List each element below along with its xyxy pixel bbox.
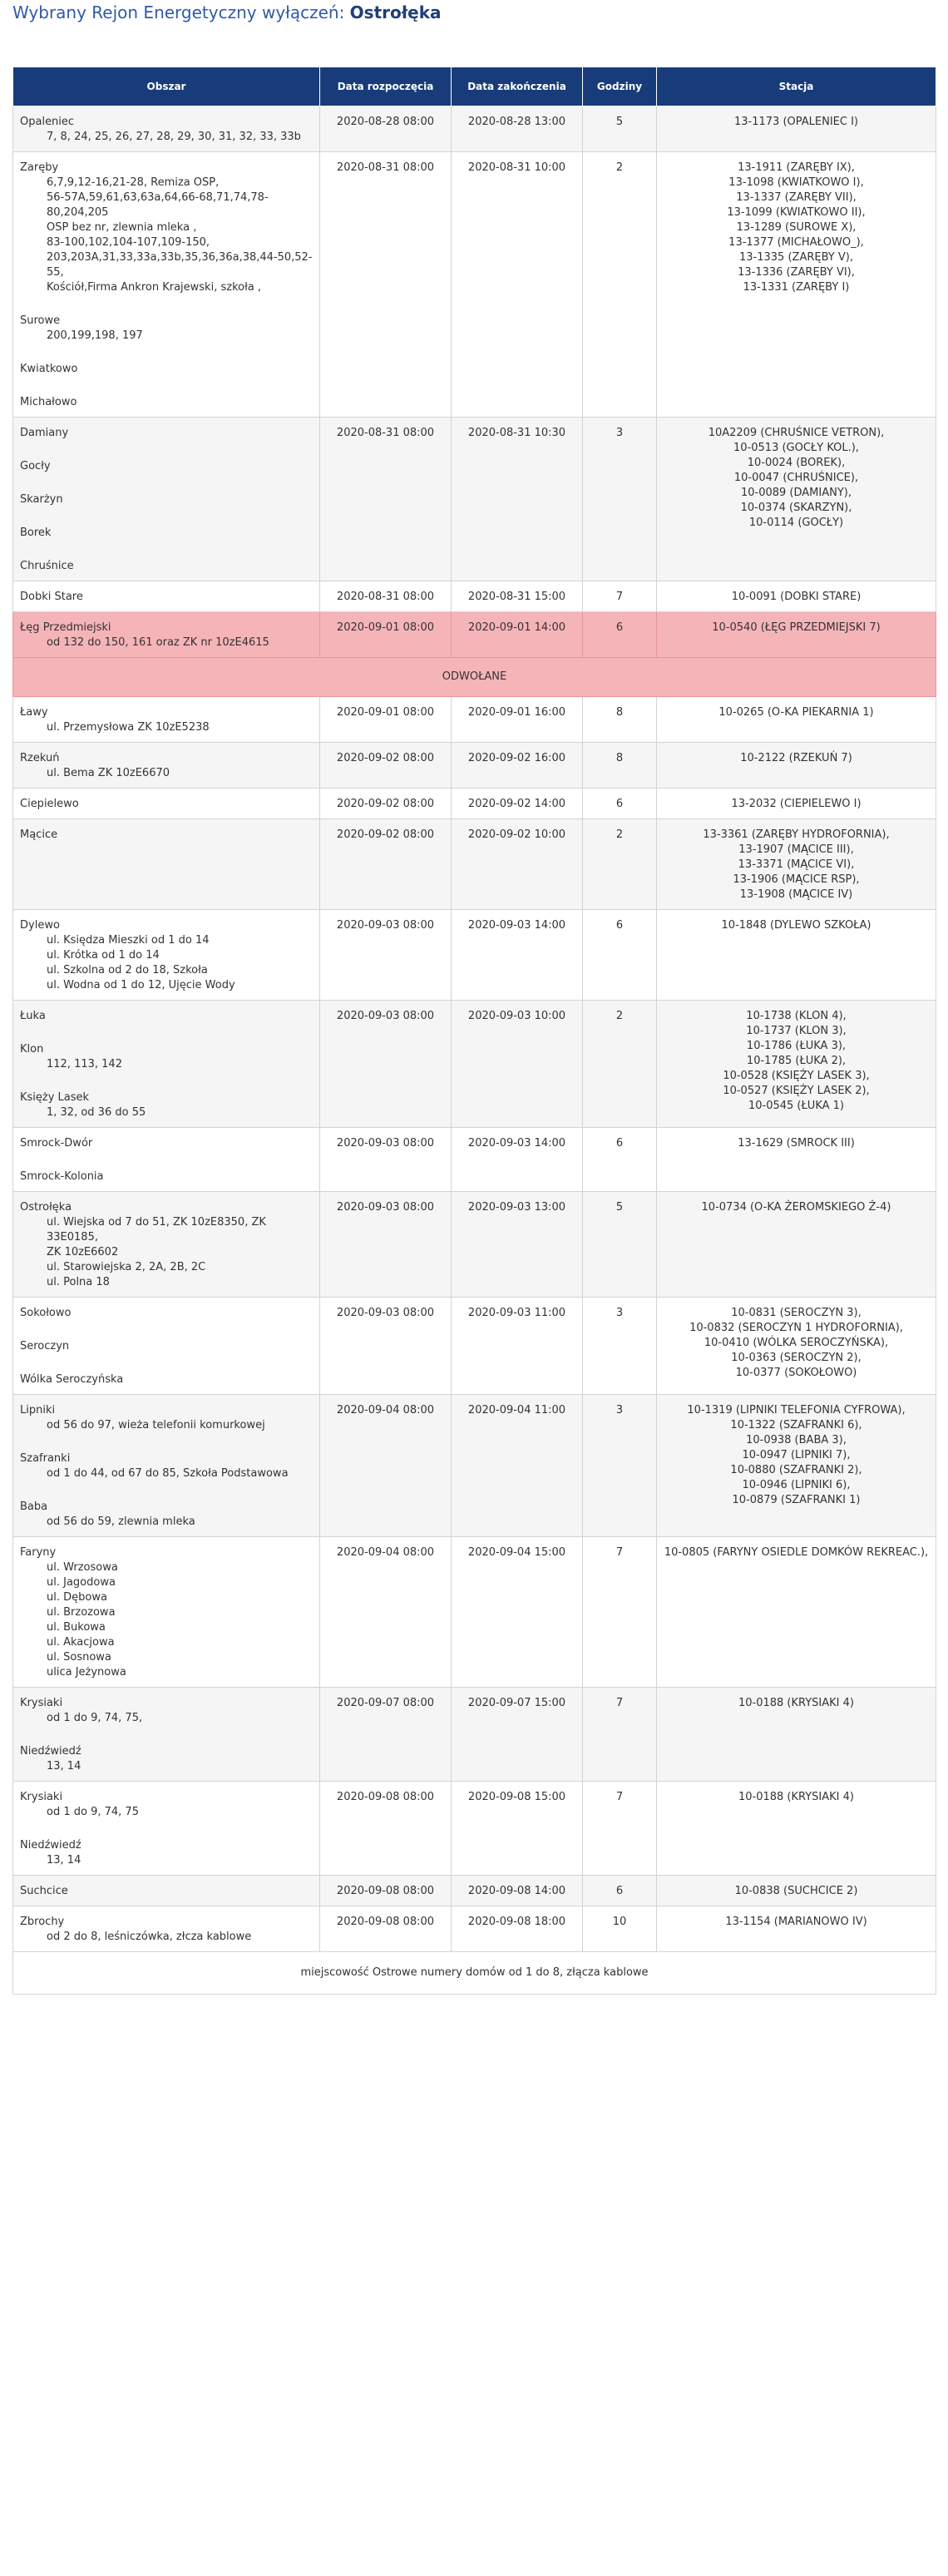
station-item: 13-1911 (ZARĘBY IX), xyxy=(738,161,855,174)
cell-start-date: 2020-09-08 08:00 xyxy=(320,1906,452,1952)
area-spacer xyxy=(20,507,314,526)
column-header-area[interactable]: Obszar xyxy=(13,67,320,106)
station-item: 13-1335 (ZARĘBY V), xyxy=(739,251,853,264)
area-spacer xyxy=(20,344,314,362)
station-item: 13-1906 (MĄCICE RSP), xyxy=(733,873,860,886)
station-item: 10A2209 (CHRUŚNICE VETRON), xyxy=(708,427,885,439)
station-item: 10-0880 (SZAFRANKI 2), xyxy=(730,1464,862,1476)
area-detail: 83-100,102,104-107,109-150, xyxy=(47,236,210,249)
station-item: 10-0091 (DOBKI STARE) xyxy=(731,591,862,603)
cell-start-date: 2020-09-04 08:00 xyxy=(320,1537,452,1688)
station-item: 10-0188 (KRYSIAKI 4) xyxy=(738,1791,854,1803)
cell-hours: 7 xyxy=(583,1537,657,1688)
station-item: 10-0528 (KSIĘŻY LASEK 3), xyxy=(723,1070,870,1082)
station-item: 13-1908 (MĄCICE IV) xyxy=(739,888,853,901)
area-place: Ławy xyxy=(20,706,48,719)
station-item: 13-1099 (KWIATKOWO II), xyxy=(727,206,866,219)
area-detail: ul. Bema ZK 10zE6670 xyxy=(47,767,170,779)
title-region: Ostrołęka xyxy=(349,2,442,22)
column-header-hours[interactable]: Godziny xyxy=(583,67,657,106)
column-header-station[interactable]: Stacja xyxy=(657,67,936,106)
area-detail: ul. Starowiejska 2, 2A, 2B, 2C xyxy=(47,1261,206,1273)
station-item: 10-0374 (SKARZYN), xyxy=(740,502,852,514)
cell-stations xyxy=(657,1192,936,1298)
table-row xyxy=(13,1537,936,1688)
cell-start-date: 2020-09-08 08:00 xyxy=(320,1876,452,1906)
page-title xyxy=(12,2,442,23)
area-place: Seroczyn xyxy=(20,1340,70,1352)
area-place: Niedźwiedź xyxy=(20,1839,81,1852)
station-item: 10-0527 (KSIĘŻY LASEK 2), xyxy=(723,1085,870,1097)
cell-area xyxy=(13,418,320,581)
cell-stations xyxy=(657,910,936,1001)
table-row xyxy=(13,1298,936,1395)
cell-stations xyxy=(657,1298,936,1395)
table-row xyxy=(13,152,936,418)
area-place: Lipniki xyxy=(20,1404,56,1417)
cell-hours: 6 xyxy=(583,612,657,658)
cell-end-date: 2020-09-03 14:00 xyxy=(452,1128,583,1192)
cell-start-date: 2020-09-03 08:00 xyxy=(320,1001,452,1128)
cell-end-date: 2020-09-01 14:00 xyxy=(452,612,583,658)
area-place: Ciepielewo xyxy=(20,798,79,810)
area-detail: ul. Wiejska od 7 do 51, ZK 10zE8350, ZK 33E0185, xyxy=(47,1216,266,1244)
station-item: 13-1336 (ZARĘBY VI), xyxy=(738,266,855,279)
station-item: 10-0545 (ŁUKA 1) xyxy=(748,1100,844,1112)
cell-area xyxy=(13,1298,320,1395)
table-row xyxy=(13,819,936,910)
table-row xyxy=(13,1876,936,1906)
area-spacer xyxy=(20,474,314,492)
station-item: 13-3361 (ZARĘBY HYDROFORNIA), xyxy=(703,828,890,841)
area-place: Skarżyn xyxy=(20,493,63,506)
area-place: Zaręby xyxy=(20,161,59,174)
cell-area xyxy=(13,1537,320,1688)
cell-hours: 8 xyxy=(583,697,657,743)
table-row xyxy=(13,581,936,612)
station-item: 10-0831 (SEROCZYN 3), xyxy=(731,1307,862,1319)
cell-area xyxy=(13,581,320,612)
cell-hours: 6 xyxy=(583,1128,657,1192)
area-detail: ul. Księdza Mieszki od 1 do 14 xyxy=(47,934,210,947)
station-item: 10-0363 (SEROCZYN 2), xyxy=(731,1352,862,1364)
area-spacer xyxy=(20,1726,314,1744)
area-place: Sokołowo xyxy=(20,1307,72,1319)
table-row xyxy=(13,1001,936,1128)
cell-stations xyxy=(657,743,936,789)
area-detail: 13, 14 xyxy=(47,1760,81,1773)
area-detail: ul. Sosnowa xyxy=(47,1651,111,1664)
area-spacer xyxy=(20,541,314,559)
cell-end-date: 2020-08-31 15:00 xyxy=(452,581,583,612)
area-detail: od 132 do 150, 161 oraz ZK nr 10zE4615 xyxy=(47,636,269,649)
area-detail: 6,7,9,12-16,21-28, Remiza OSP, xyxy=(47,176,220,189)
station-item: 10-0838 (SUCHCICE 2) xyxy=(734,1885,858,1897)
cell-end-date: 2020-09-04 11:00 xyxy=(452,1395,583,1537)
cell-hours: 7 xyxy=(583,581,657,612)
area-detail: ul. Bukowa xyxy=(47,1621,106,1634)
table-row xyxy=(13,418,936,581)
cell-stations xyxy=(657,1906,936,1952)
station-item: 13-1629 (SMROCK III) xyxy=(738,1137,855,1150)
area-place: Chruśnice xyxy=(20,560,74,572)
title-prefix: Wybrany Rejon Energetyczny wyłączeń: xyxy=(12,2,345,22)
cell-start-date: 2020-08-28 08:00 xyxy=(320,106,452,152)
area-spacer xyxy=(20,1433,314,1451)
area-detail: od 56 do 97, wieża telefonii komurkowej xyxy=(47,1419,265,1431)
table-row xyxy=(13,910,936,1001)
cell-hours: 3 xyxy=(583,1298,657,1395)
cell-start-date: 2020-09-03 08:00 xyxy=(320,1298,452,1395)
cell-end-date: 2020-09-03 11:00 xyxy=(452,1298,583,1395)
area-place: Krysiaki xyxy=(20,1791,63,1803)
cell-end-date: 2020-09-03 10:00 xyxy=(452,1001,583,1128)
station-item: 10-1322 (SZAFRANKI 6), xyxy=(730,1419,862,1431)
station-item: 10-0114 (GOCŁY) xyxy=(748,517,844,529)
area-detail: ul. Dębowa xyxy=(47,1591,107,1604)
cell-stations xyxy=(657,418,936,581)
cell-area xyxy=(13,910,320,1001)
station-item: 10-0024 (BOREK), xyxy=(747,457,846,469)
cell-hours: 5 xyxy=(583,1192,657,1298)
cell-start-date: 2020-09-02 08:00 xyxy=(320,819,452,910)
table-body xyxy=(13,106,936,1995)
station-item: 10-1848 (DYLEWO SZKOŁA) xyxy=(721,919,871,932)
cell-end-date: 2020-09-04 15:00 xyxy=(452,1537,583,1688)
cell-end-date: 2020-09-02 14:00 xyxy=(452,789,583,819)
cell-area xyxy=(13,1906,320,1952)
station-item: 10-1738 (KLON 4), xyxy=(746,1010,847,1022)
cell-hours: 7 xyxy=(583,1782,657,1876)
footer-note: miejscowość Ostrowe numery domów od 1 do 8, złącza kablowe xyxy=(13,1952,936,1995)
cell-end-date: 2020-09-08 18:00 xyxy=(452,1906,583,1952)
cell-area xyxy=(13,1876,320,1906)
station-item: 13-1173 (OPALENIEC I) xyxy=(734,116,858,128)
area-place: Dobki Stare xyxy=(20,591,83,603)
cell-end-date: 2020-09-08 15:00 xyxy=(452,1782,583,1876)
station-item: 10-0377 (SOKOŁOWO) xyxy=(735,1367,857,1379)
table-row xyxy=(13,1906,936,1952)
area-detail: 203,203A,31,33,33a,33b,35,36,36a,38,44-50,52-55, xyxy=(47,251,313,279)
station-item: 10-0938 (BABA 3), xyxy=(746,1434,847,1446)
area-place: Damiany xyxy=(20,427,69,439)
area-detail: ZK 10zE6602 xyxy=(47,1246,119,1258)
cell-end-date: 2020-09-02 16:00 xyxy=(452,743,583,789)
cell-area xyxy=(13,697,320,743)
cell-end-date: 2020-08-28 13:00 xyxy=(452,106,583,152)
cell-hours: 7 xyxy=(583,1688,657,1782)
area-place: Smrock-Kolonia xyxy=(20,1170,104,1183)
station-item: 10-0513 (GOCŁY KOL.), xyxy=(733,442,859,454)
table-row xyxy=(13,789,936,819)
cell-stations xyxy=(657,1782,936,1876)
area-place: Księży Lasek xyxy=(20,1091,90,1104)
cell-hours: 5 xyxy=(583,106,657,152)
cell-stations xyxy=(657,152,936,418)
table-row xyxy=(13,743,936,789)
table-row xyxy=(13,1782,936,1876)
station-item: 10-0805 (FARYNY OSIEDLE DOMKÓW REKREAC.), xyxy=(664,1546,929,1559)
area-detail: 56-57A,59,61,63,63a,64,66-68,71,74,78-80,204,205 xyxy=(47,191,269,219)
cell-hours: 6 xyxy=(583,910,657,1001)
area-detail: od 1 do 9, 74, 75, xyxy=(47,1712,143,1724)
area-detail: ul. Krótka od 1 do 14 xyxy=(47,949,160,962)
area-place: Szafranki xyxy=(20,1452,71,1465)
cell-stations xyxy=(657,1001,936,1128)
station-item: 13-2032 (CIEPIELEWO I) xyxy=(731,798,862,810)
station-item: 10-1319 (LIPNIKI TELEFONIA CYFROWA), xyxy=(687,1404,906,1417)
station-item: 10-0946 (LIPNIKI 6), xyxy=(742,1479,851,1491)
cell-area xyxy=(13,106,320,152)
cell-area xyxy=(13,1395,320,1537)
cell-area xyxy=(13,789,320,819)
outage-table xyxy=(12,67,936,1995)
area-detail: 1, 32, od 36 do 55 xyxy=(47,1106,146,1119)
area-place: Faryny xyxy=(20,1546,57,1559)
table-row xyxy=(13,1395,936,1537)
area-detail: od 56 do 59, zlewnia mleka xyxy=(47,1515,195,1528)
area-spacer xyxy=(20,1072,314,1090)
area-detail: od 1 do 9, 74, 75 xyxy=(47,1806,139,1818)
cell-stations xyxy=(657,612,936,658)
cell-stations xyxy=(657,1128,936,1192)
cell-start-date: 2020-09-02 08:00 xyxy=(320,789,452,819)
cell-area xyxy=(13,1128,320,1192)
station-item: 10-1785 (ŁUKA 2), xyxy=(746,1055,847,1067)
station-item: 13-1331 (ZARĘBY I) xyxy=(743,281,850,294)
cancelled-banner-row xyxy=(13,658,936,697)
area-detail: od 2 do 8, leśniczówka, złcza kablowe xyxy=(47,1931,252,1943)
area-spacer xyxy=(20,1151,314,1169)
table-row xyxy=(13,1128,936,1192)
station-item: 10-0947 (LIPNIKI 7), xyxy=(742,1449,851,1461)
cell-start-date: 2020-09-04 08:00 xyxy=(320,1395,452,1537)
cell-area xyxy=(13,1782,320,1876)
cell-start-date: 2020-09-08 08:00 xyxy=(320,1782,452,1876)
station-item: 10-0047 (CHRUŚNICE), xyxy=(733,472,859,484)
station-item: 10-0089 (DAMIANY), xyxy=(740,487,852,499)
cell-hours: 3 xyxy=(583,1395,657,1537)
area-spacer xyxy=(20,1481,314,1500)
station-item: 10-2122 (RZEKUŃ 7) xyxy=(740,752,852,764)
area-place: Suchcice xyxy=(20,1885,68,1897)
cell-stations xyxy=(657,1537,936,1688)
area-place: Gocły xyxy=(20,460,51,472)
area-place: Kwiatkowo xyxy=(20,363,78,375)
area-spacer xyxy=(20,1024,314,1042)
cell-hours: 2 xyxy=(583,152,657,418)
area-detail: Kościół,Firma Ankron Krajewski, szkoła , xyxy=(47,281,262,294)
cell-end-date: 2020-09-08 14:00 xyxy=(452,1876,583,1906)
area-place: Baba xyxy=(20,1501,48,1513)
table-row xyxy=(13,612,936,658)
station-item: 10-0188 (KRYSIAKI 4) xyxy=(738,1697,854,1709)
cell-hours: 6 xyxy=(583,1876,657,1906)
cell-end-date: 2020-09-03 13:00 xyxy=(452,1192,583,1298)
area-detail: ul. Przemysłowa ZK 10zE5238 xyxy=(47,721,210,734)
station-item: 13-3371 (MĄCICE VI), xyxy=(738,858,855,871)
area-detail: 13, 14 xyxy=(47,1854,81,1866)
area-detail: OSP bez nr, zlewnia mleka , xyxy=(47,221,197,234)
cell-end-date: 2020-09-01 16:00 xyxy=(452,697,583,743)
area-detail: ul. Akacjowa xyxy=(47,1636,115,1649)
area-place: Smrock-Dwór xyxy=(20,1137,93,1150)
station-item: 10-0410 (WÓLKA SEROCZYŃSKA), xyxy=(704,1337,889,1349)
area-place: Rzekuń xyxy=(20,752,60,764)
cell-end-date: 2020-09-07 15:00 xyxy=(452,1688,583,1782)
cell-area xyxy=(13,612,320,658)
area-detail: ul. Polna 18 xyxy=(47,1276,110,1288)
cell-end-date: 2020-09-02 10:00 xyxy=(452,819,583,910)
cell-stations xyxy=(657,819,936,910)
cell-end-date: 2020-08-31 10:00 xyxy=(452,152,583,418)
area-place: Klon xyxy=(20,1043,44,1056)
table-row xyxy=(13,697,936,743)
area-detail: ul. Wrzosowa xyxy=(47,1561,118,1574)
area-spacer xyxy=(20,1354,314,1372)
cell-start-date: 2020-09-03 08:00 xyxy=(320,910,452,1001)
cell-stations xyxy=(657,581,936,612)
cell-stations xyxy=(657,1395,936,1537)
footer-note-row xyxy=(13,1952,936,1995)
cell-area xyxy=(13,1001,320,1128)
station-item: 13-1907 (MĄCICE III), xyxy=(738,843,854,856)
station-item: 13-1098 (KWIATKOWO I), xyxy=(728,176,864,189)
station-item: 10-1737 (KLON 3), xyxy=(746,1025,847,1037)
area-place: Dylewo xyxy=(20,919,60,932)
cell-hours: 6 xyxy=(583,789,657,819)
area-place: Ostrołęka xyxy=(20,1201,72,1214)
table-row xyxy=(13,106,936,152)
station-item: 13-1289 (SUROWE X), xyxy=(736,221,857,234)
cell-end-date: 2020-08-31 10:30 xyxy=(452,418,583,581)
station-item: 10-0734 (O-KA ŻEROMSKIEGO Ż-4) xyxy=(701,1201,891,1214)
area-detail: ul. Wodna od 1 do 12, Ujęcie Wody xyxy=(47,979,235,991)
cell-start-date: 2020-09-01 08:00 xyxy=(320,612,452,658)
area-place: Niedźwiedź xyxy=(20,1745,81,1758)
area-detail: 200,199,198, 197 xyxy=(47,329,143,342)
table-header-row xyxy=(13,67,936,106)
cell-start-date: 2020-09-07 08:00 xyxy=(320,1688,452,1782)
cell-area xyxy=(13,743,320,789)
station-item: 13-1377 (MICHAŁOWO_), xyxy=(728,236,864,249)
cell-stations xyxy=(657,106,936,152)
area-place: Opaleniec xyxy=(20,116,75,128)
station-item: 10-0265 (O-KA PIEKARNIA 1) xyxy=(718,706,874,719)
station-item: 13-1154 (MARIANOWO IV) xyxy=(725,1916,867,1928)
area-detail: ul. Jagodowa xyxy=(47,1576,116,1589)
station-item: 13-1337 (ZARĘBY VII), xyxy=(736,191,857,204)
area-spacer xyxy=(20,1321,314,1339)
area-detail: ul. Szkolna od 2 do 18, Szkoła xyxy=(47,964,208,977)
cell-area xyxy=(13,819,320,910)
cell-start-date: 2020-09-01 08:00 xyxy=(320,697,452,743)
cell-start-date: 2020-09-03 08:00 xyxy=(320,1128,452,1192)
area-place: Wólka Seroczyńska xyxy=(20,1373,124,1386)
station-item: 10-1786 (ŁUKA 3), xyxy=(746,1040,847,1052)
cell-start-date: 2020-09-03 08:00 xyxy=(320,1192,452,1298)
area-detail: 112, 113, 142 xyxy=(47,1058,122,1070)
cell-hours: 2 xyxy=(583,1001,657,1128)
area-place: Łuka xyxy=(20,1010,46,1022)
cell-area xyxy=(13,1192,320,1298)
area-detail: od 1 do 44, od 67 do 85, Szkoła Podstawowa xyxy=(47,1467,289,1480)
cell-area xyxy=(13,152,320,418)
area-place: Borek xyxy=(20,527,52,539)
station-item: 10-0540 (ŁĘG PRZEDMIEJSKI 7) xyxy=(712,621,881,634)
area-place: Łęg Przedmiejski xyxy=(20,621,111,634)
cell-start-date: 2020-08-31 08:00 xyxy=(320,581,452,612)
station-item: 10-0879 (SZAFRANKI 1) xyxy=(732,1494,861,1506)
cell-stations xyxy=(657,1876,936,1906)
cell-start-date: 2020-08-31 08:00 xyxy=(320,152,452,418)
cell-hours: 3 xyxy=(583,418,657,581)
table-row xyxy=(13,1192,936,1298)
cell-hours: 8 xyxy=(583,743,657,789)
cell-hours: 2 xyxy=(583,819,657,910)
cell-area xyxy=(13,1688,320,1782)
cell-end-date: 2020-09-03 14:00 xyxy=(452,910,583,1001)
table-row xyxy=(13,1688,936,1782)
area-spacer xyxy=(20,377,314,395)
cell-stations xyxy=(657,1688,936,1782)
column-header-start[interactable]: Data rozpoczęcia xyxy=(320,67,452,106)
area-detail: ulica Jeżynowa xyxy=(47,1666,126,1679)
cell-hours: 10 xyxy=(583,1906,657,1952)
station-item: 10-0832 (SEROCZYN 1 HYDROFORNIA), xyxy=(689,1322,903,1334)
area-place: Michałowo xyxy=(20,396,77,408)
area-place: Zbrochy xyxy=(20,1916,65,1928)
cell-start-date: 2020-08-31 08:00 xyxy=(320,418,452,581)
area-detail: ul. Brzozowa xyxy=(47,1606,116,1619)
cell-stations xyxy=(657,789,936,819)
area-place: Surowe xyxy=(20,314,61,327)
area-spacer xyxy=(20,1820,314,1838)
area-spacer xyxy=(20,441,314,459)
column-header-end[interactable]: Data zakończenia xyxy=(452,67,583,106)
area-detail: 7, 8, 24, 25, 26, 27, 28, 29, 30, 31, 32, 33, 33b xyxy=(47,131,301,143)
cancelled-label: ODWOŁANE xyxy=(13,658,936,697)
area-place: Mącice xyxy=(20,828,58,841)
area-place: Krysiaki xyxy=(20,1697,63,1709)
cell-start-date: 2020-09-02 08:00 xyxy=(320,743,452,789)
area-spacer xyxy=(20,295,314,314)
cell-stations xyxy=(657,697,936,743)
